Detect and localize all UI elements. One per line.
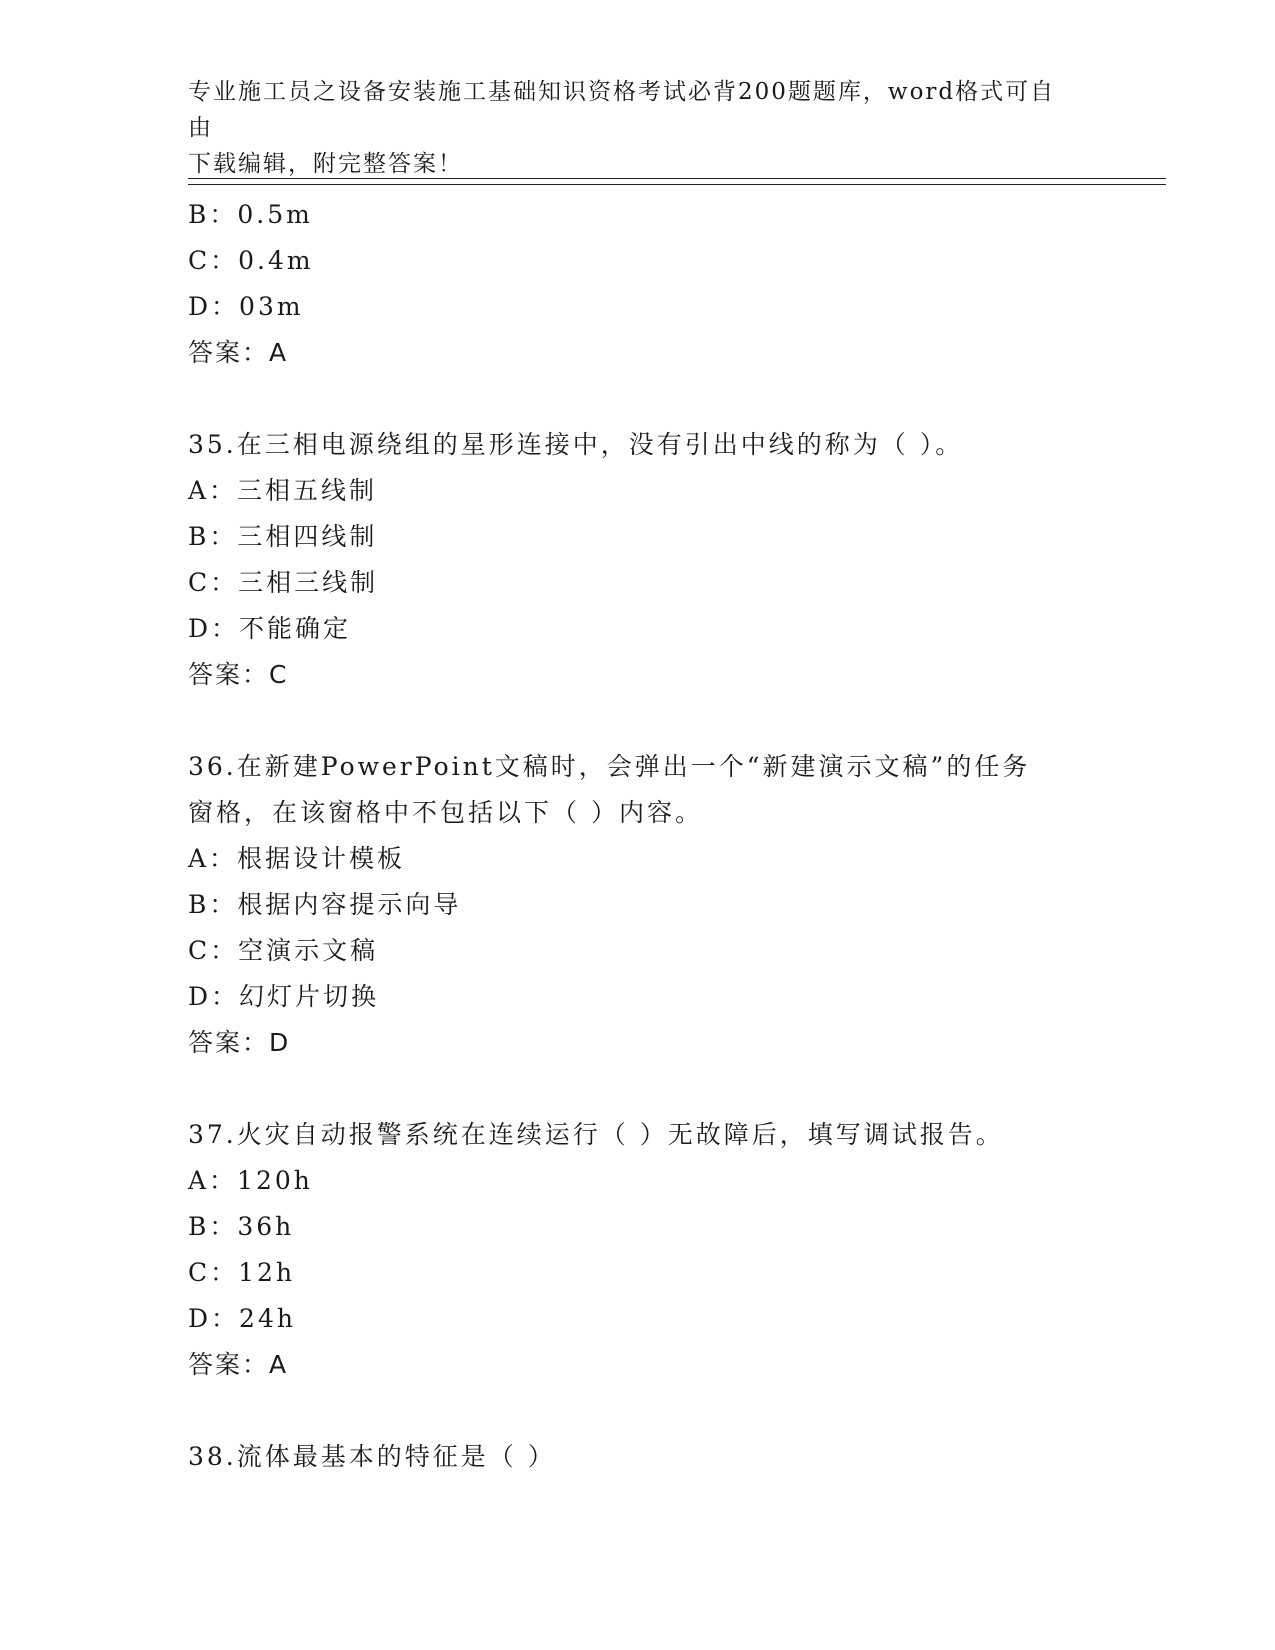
question-stem: 38.流体最基本的特征是（ ）	[188, 1442, 556, 1471]
option-c: C：0.4m	[188, 246, 314, 275]
prev-question-tail	[188, 192, 1068, 376]
header-line-1: 专业施工员之设备安装施工基础知识资格考试必背200题题库，word格式可自由	[188, 79, 1056, 141]
option-a: A：120h	[188, 1166, 313, 1195]
question-36	[188, 744, 1068, 1066]
question-spacer	[188, 376, 1068, 422]
option-d: D：不能确定	[188, 614, 352, 643]
document-header	[188, 74, 1068, 182]
option-c: C：三相三线制	[188, 568, 379, 597]
option-a: A：根据设计模板	[188, 844, 406, 873]
header-double-rule	[188, 178, 1166, 185]
option-d: D：幻灯片切换	[188, 982, 380, 1011]
question-spacer	[188, 1388, 1068, 1434]
option-c: C：12h	[188, 1258, 296, 1287]
option-d: D：03m	[188, 292, 304, 321]
answer-line: 答案：A	[188, 1350, 289, 1379]
option-b: B：根据内容提示向导	[188, 890, 462, 919]
option-c: C：空演示文稿	[188, 936, 379, 965]
option-d: D：24h	[188, 1304, 296, 1333]
answer-line: 答案：C	[188, 660, 289, 689]
question-38	[188, 1434, 1068, 1480]
question-stem: 37.火灾自动报警系统在连续运行（ ）无故障后，填写调试报告。	[188, 1120, 1004, 1149]
question-35	[188, 422, 1068, 698]
question-list	[188, 192, 1068, 1480]
question-stem-continued: 窗格，在该窗格中不包括以下（ ）内容。	[188, 798, 703, 827]
question-37	[188, 1112, 1068, 1388]
answer-line: 答案：A	[188, 338, 289, 367]
option-b: B：三相四线制	[188, 522, 378, 551]
answer-line: 答案：D	[188, 1028, 291, 1057]
question-spacer	[188, 1066, 1068, 1112]
question-stem: 35.在三相电源绕组的星形连接中，没有引出中线的称为（ ）。	[188, 430, 964, 459]
header-line-2: 下载编辑，附完整答案！	[188, 151, 463, 177]
option-b: B：0.5m	[188, 200, 313, 229]
option-a: A：三相五线制	[188, 476, 378, 505]
question-stem: 36.在新建PowerPoint文稿时，会弹出一个“新建演示文稿”的任务	[188, 752, 1031, 781]
question-spacer	[188, 698, 1068, 744]
option-b: B：36h	[188, 1212, 295, 1241]
